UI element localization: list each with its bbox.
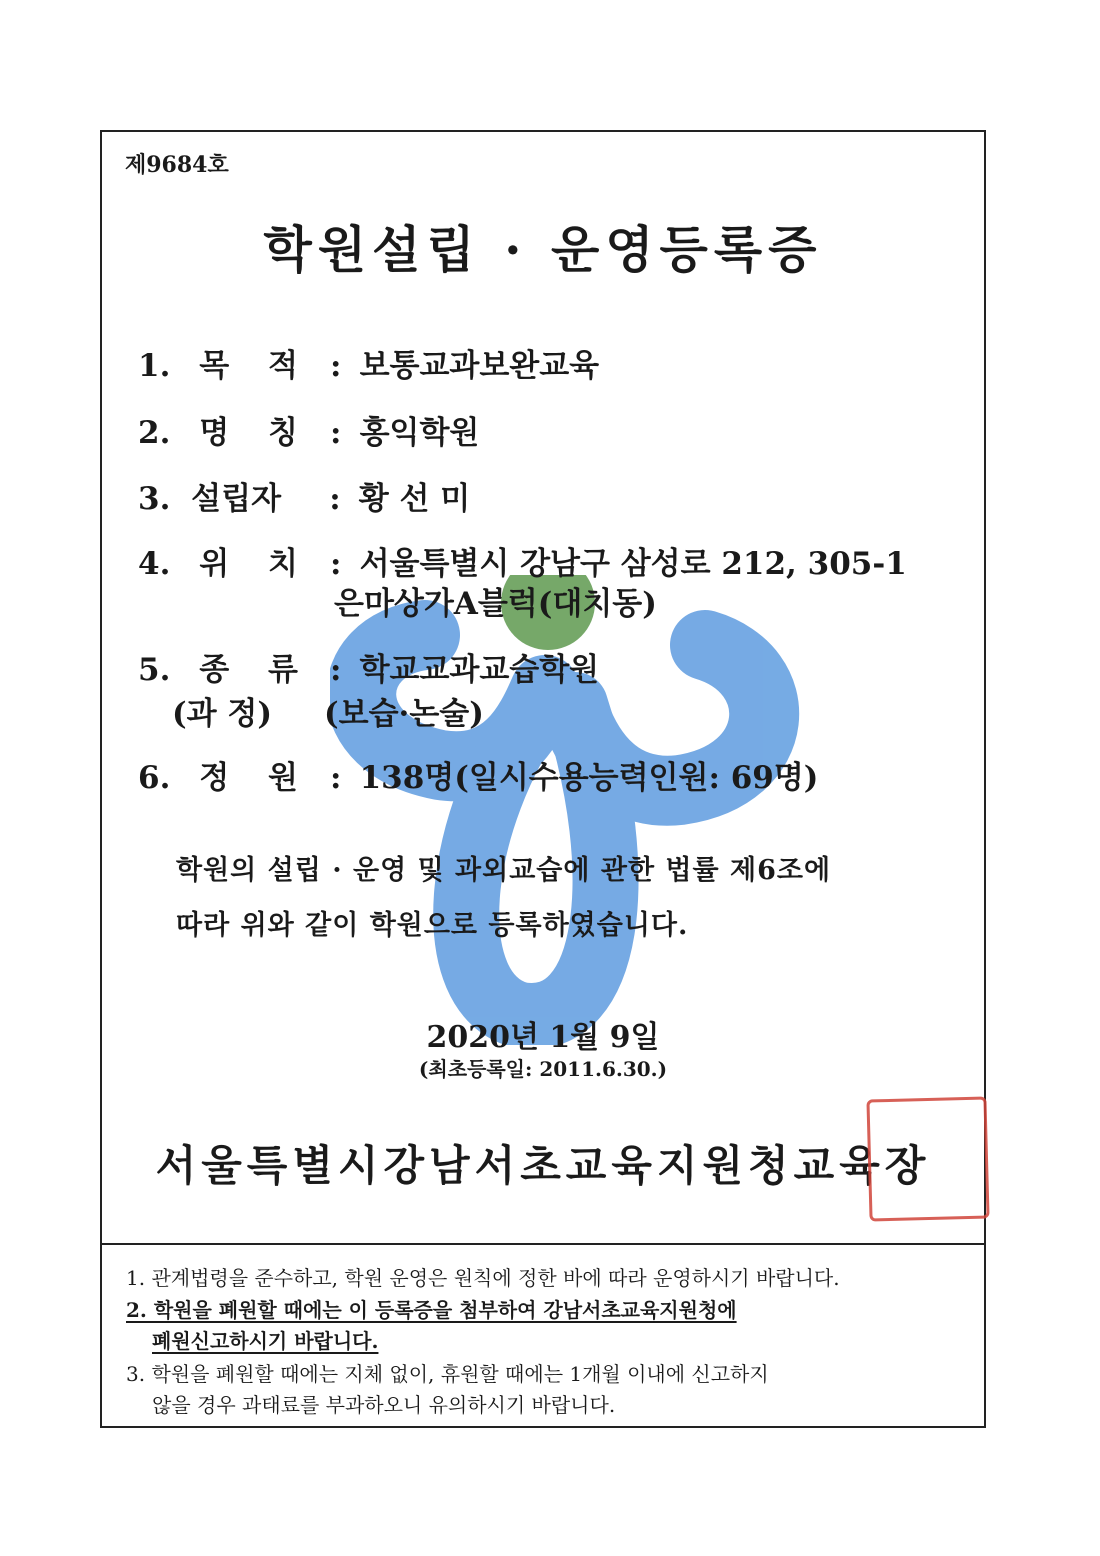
item-purpose: 1. 목 적 : 보통교과보완교육 [138,348,600,384]
note-2-line-1: 2. 학원을 폐원할 때에는 이 등록증을 첨부하여 강남서초교육지원청에 [126,1298,737,1322]
certificate-title: 학원설립 · 운영등록증 [263,220,823,279]
item-founder: 3. 설립자 : 황 선 미 [138,481,471,517]
footer-divider [100,1243,986,1245]
note-2-line-2: 폐원신고하시기 바랍니다. [152,1329,379,1353]
official-seal [866,1096,989,1221]
item-name-value: 홍익학원 [359,415,480,451]
issue-date: 2020년 1월 9일 [426,1020,660,1055]
item-capacity: 6. 정 원 : 138명(일시수용능력인원: 69명) [138,760,819,796]
item-purpose-value: 보통교과보완교육 [359,348,600,384]
item-type: 5. 종 류 : 학교교과교습학원 [138,652,600,688]
item-location-value: 서울특별시 강남구 삼성로 212, 305-1 [359,546,907,582]
item-founder-value: 황 선 미 [358,481,471,517]
note-3-line-1: 3. 학원을 폐원할 때에는 지체 없이, 휴원할 때에는 1개월 이내에 신고하지 [126,1362,769,1386]
item-location: 4. 위 치 : 서울특별시 강남구 삼성로 212, 305-1 [138,546,907,582]
issuer-name: 서울특별시강남서초교육지원청교육장 [155,1141,931,1190]
item-capacity-value: 138명(일시수용능력인원: 69명) [359,760,819,796]
item-course-label: (과 정) [172,696,273,732]
item-location-value-line2: 은마상가A블럭(대치동) [334,586,657,622]
note-1: 1. 관계법령을 준수하고, 학원 운영은 원칙에 정한 바에 따라 운영하시기 바랍니다. [126,1266,840,1290]
serial-number: 제9684호 [125,152,229,178]
note-3-line-2: 않을 경우 과태료를 부과하오니 유의하시기 바랍니다. [152,1393,616,1417]
statement-line-1: 학원의 설립 · 운영 및 과외교습에 관한 법률 제6조에 [176,855,832,886]
item-course-value: (보습·논술) [324,696,484,732]
item-name: 2. 명 칭 : 홍익학원 [138,415,480,451]
first-registration-date: (최초등록일: 2011.6.30.) [418,1057,668,1081]
statement-line-2: 따라 위와 같이 학원으로 등록하였습니다. [176,910,689,941]
item-type-value: 학교교과교습학원 [359,652,600,688]
